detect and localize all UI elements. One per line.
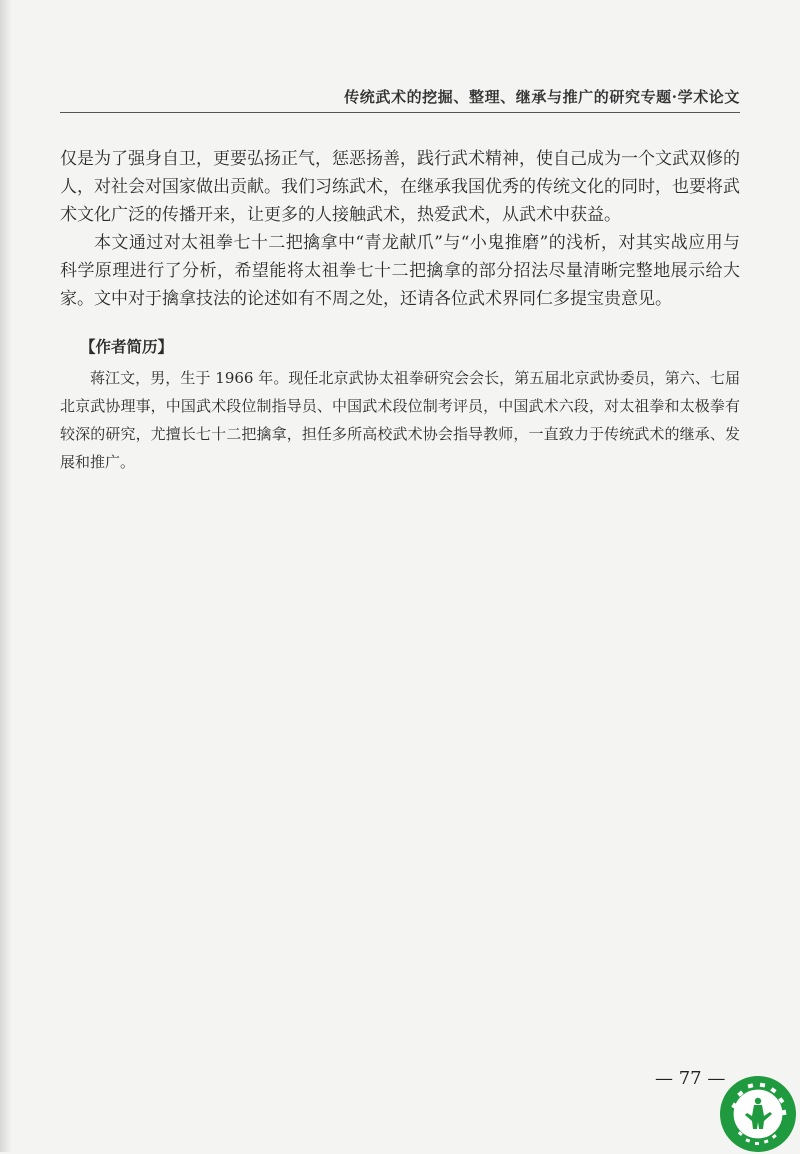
martial-arts-association-seal-icon bbox=[718, 1074, 798, 1154]
header-divider bbox=[60, 112, 740, 113]
author-bio-heading: 【作者简历】 bbox=[80, 337, 174, 356]
page-edge-shadow bbox=[0, 0, 12, 1152]
page-number: — 77 — bbox=[655, 1068, 726, 1089]
running-header: 传统武术的挖掘、整理、继承与推广的研究专题·学术论文 bbox=[344, 88, 740, 106]
author-bio-text: 蒋江文，男，生于 1966 年。现任北京武协太祖拳研究会会长，第五届北京武协委员，第六、七届北京武协理事，中国武术段位制指导员、中国武术段位制考评员，中国武术六段，对太祖拳和太极拳有较深的研究，尤擅长七十二把擒拿，担任多所高校武术协会指导教师，一直致力于传统武术的继承、发展和推广。 bbox=[60, 369, 740, 471]
article-paragraph-2: 本文通过对太祖拳七十二把擒拿中“青龙献爪”与“小鬼推磨”的浅析，对其实战应用与科学原理进行了分析，希望能将太祖拳七十二把擒拿的部分招法尽量清晰完整地展示给大家。文中对于擒拿技法的论述如有不周之处，还请各位武术界同仁多提宝贵意见。 bbox=[60, 233, 740, 309]
article-paragraph-1: 仅是为了强身自卫，更要弘扬正气，惩恶扬善，践行武术精神，使自己成为一个文武双修的人，对社会对国家做出贡献。我们习练武术，在继承我国优秀的传统文化的同时，也要将武术文化广泛的传播开来，让更多的人接触武术，热爱武术，从武术中获益。 bbox=[60, 149, 740, 225]
